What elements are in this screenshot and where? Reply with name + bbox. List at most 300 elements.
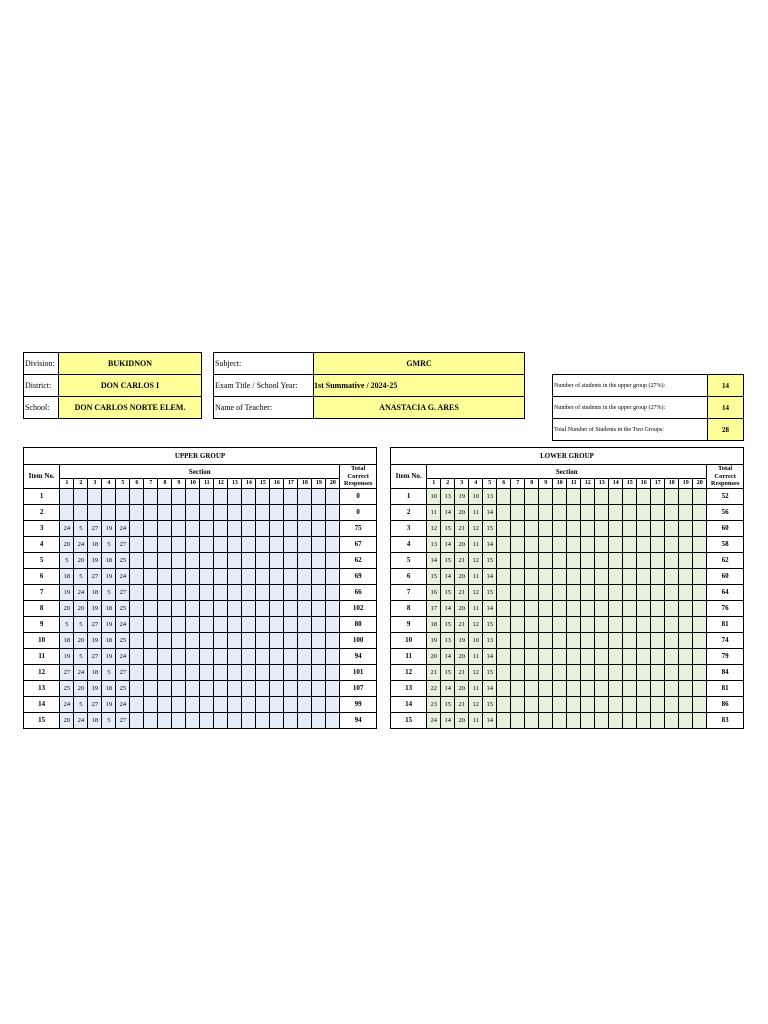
lower-score-cell[interactable]: 21 <box>427 664 441 680</box>
lower-score-cell[interactable] <box>497 568 511 584</box>
upper-score-cell[interactable] <box>116 504 130 520</box>
upper-score-cell[interactable]: 19 <box>88 632 102 648</box>
upper-score-cell[interactable]: 24 <box>74 536 88 552</box>
upper-score-cell[interactable] <box>284 568 298 584</box>
lower-score-cell[interactable] <box>609 616 623 632</box>
lower-score-cell[interactable] <box>693 632 707 648</box>
upper-score-cell[interactable]: 24 <box>116 696 130 712</box>
lower-score-cell[interactable]: 15 <box>483 552 497 568</box>
upper-score-cell[interactable]: 19 <box>102 696 116 712</box>
lower-score-cell[interactable] <box>525 568 539 584</box>
lower-score-cell[interactable]: 15 <box>483 664 497 680</box>
lower-score-cell[interactable] <box>553 488 567 504</box>
lower-score-cell[interactable] <box>609 504 623 520</box>
lower-score-cell[interactable]: 19 <box>455 632 469 648</box>
lower-score-cell[interactable] <box>581 488 595 504</box>
lower-score-cell[interactable] <box>539 536 553 552</box>
upper-score-cell[interactable] <box>186 584 200 600</box>
lower-score-cell[interactable] <box>609 568 623 584</box>
lower-score-cell[interactable] <box>525 520 539 536</box>
upper-score-cell[interactable] <box>284 680 298 696</box>
upper-score-cell[interactable] <box>144 536 158 552</box>
upper-score-cell[interactable]: 19 <box>88 680 102 696</box>
lower-score-cell[interactable] <box>525 696 539 712</box>
upper-score-cell[interactable]: 25 <box>116 552 130 568</box>
upper-score-cell[interactable] <box>158 680 172 696</box>
lower-score-cell[interactable] <box>637 648 651 664</box>
lower-score-cell[interactable] <box>539 648 553 664</box>
lower-score-cell[interactable] <box>553 568 567 584</box>
upper-score-cell[interactable] <box>172 552 186 568</box>
lower-score-cell[interactable] <box>567 712 581 728</box>
lower-score-cell[interactable]: 21 <box>455 664 469 680</box>
lower-score-cell[interactable] <box>679 504 693 520</box>
upper-score-cell[interactable] <box>284 552 298 568</box>
upper-score-cell[interactable] <box>88 504 102 520</box>
lower-score-cell[interactable] <box>679 568 693 584</box>
upper-score-cell[interactable]: 19 <box>102 648 116 664</box>
upper-score-cell[interactable] <box>284 712 298 728</box>
lower-score-cell[interactable] <box>637 520 651 536</box>
lower-score-cell[interactable] <box>567 616 581 632</box>
upper-score-cell[interactable] <box>284 696 298 712</box>
lower-score-cell[interactable] <box>525 600 539 616</box>
total-count-value[interactable]: 28 <box>708 419 744 441</box>
lower-score-cell[interactable] <box>693 520 707 536</box>
lower-score-cell[interactable] <box>511 568 525 584</box>
upper-score-cell[interactable] <box>172 536 186 552</box>
upper-score-cell[interactable] <box>214 584 228 600</box>
upper-score-cell[interactable] <box>186 680 200 696</box>
lower-score-cell[interactable]: 14 <box>441 504 455 520</box>
upper-score-cell[interactable] <box>298 552 312 568</box>
upper-score-cell[interactable] <box>144 584 158 600</box>
upper-score-cell[interactable] <box>74 504 88 520</box>
school-value[interactable]: DON CARLOS NORTE ELEM. <box>59 397 202 419</box>
lower-score-cell[interactable]: 20 <box>455 600 469 616</box>
lower-score-cell[interactable] <box>623 616 637 632</box>
lower-score-cell[interactable]: 14 <box>441 648 455 664</box>
upper-score-cell[interactable] <box>284 536 298 552</box>
upper-score-cell[interactable]: 20 <box>74 680 88 696</box>
lower-score-cell[interactable] <box>595 696 609 712</box>
lower-score-cell[interactable] <box>539 552 553 568</box>
upper-score-cell[interactable] <box>158 632 172 648</box>
lower-score-cell[interactable] <box>623 568 637 584</box>
lower-score-cell[interactable] <box>525 664 539 680</box>
upper-score-cell[interactable] <box>228 520 242 536</box>
district-value[interactable]: DON CARLOS I <box>59 375 202 397</box>
lower-score-cell[interactable]: 20 <box>455 504 469 520</box>
upper-score-cell[interactable] <box>116 488 130 504</box>
upper-score-cell[interactable] <box>158 488 172 504</box>
upper-score-cell[interactable]: 27 <box>88 568 102 584</box>
upper-score-cell[interactable]: 25 <box>116 600 130 616</box>
upper-score-cell[interactable] <box>186 616 200 632</box>
lower-score-cell[interactable]: 21 <box>455 584 469 600</box>
lower-score-cell[interactable]: 21 <box>455 520 469 536</box>
lower-score-cell[interactable] <box>567 664 581 680</box>
upper-score-cell[interactable]: 5 <box>74 616 88 632</box>
lower-score-cell[interactable] <box>497 696 511 712</box>
lower-score-cell[interactable] <box>497 488 511 504</box>
upper-score-cell[interactable]: 20 <box>60 712 74 728</box>
upper-score-cell[interactable] <box>214 616 228 632</box>
upper-score-cell[interactable] <box>284 664 298 680</box>
lower-score-cell[interactable]: 14 <box>483 648 497 664</box>
upper-score-cell[interactable] <box>144 664 158 680</box>
lower-score-cell[interactable]: 15 <box>441 584 455 600</box>
upper-score-cell[interactable] <box>74 488 88 504</box>
division-value[interactable]: BUKIDNON <box>59 353 202 375</box>
lower-score-cell[interactable] <box>679 696 693 712</box>
upper-score-cell[interactable]: 27 <box>88 696 102 712</box>
lower-score-cell[interactable] <box>693 712 707 728</box>
lower-score-cell[interactable]: 14 <box>441 680 455 696</box>
upper-score-cell[interactable] <box>298 584 312 600</box>
lower-score-cell[interactable] <box>679 712 693 728</box>
lower-score-cell[interactable] <box>553 504 567 520</box>
upper-score-cell[interactable] <box>256 648 270 664</box>
lower-score-cell[interactable] <box>637 712 651 728</box>
upper-score-cell[interactable] <box>200 712 214 728</box>
upper-score-cell[interactable] <box>298 520 312 536</box>
lower-score-cell[interactable] <box>693 600 707 616</box>
lower-score-cell[interactable]: 15 <box>441 664 455 680</box>
lower-score-cell[interactable] <box>567 504 581 520</box>
upper-score-cell[interactable] <box>284 520 298 536</box>
upper-score-cell[interactable] <box>298 504 312 520</box>
lower-score-cell[interactable]: 15 <box>441 520 455 536</box>
upper-score-cell[interactable] <box>130 648 144 664</box>
lower-score-cell[interactable]: 12 <box>469 616 483 632</box>
upper-score-cell[interactable]: 20 <box>74 600 88 616</box>
upper-score-cell[interactable] <box>200 664 214 680</box>
lower-score-cell[interactable] <box>595 632 609 648</box>
upper-score-cell[interactable] <box>102 488 116 504</box>
upper-score-cell[interactable]: 5 <box>102 536 116 552</box>
upper-score-cell[interactable] <box>228 680 242 696</box>
lower-score-cell[interactable] <box>665 616 679 632</box>
lower-score-cell[interactable] <box>581 648 595 664</box>
lower-score-cell[interactable] <box>665 504 679 520</box>
upper-score-cell[interactable] <box>298 664 312 680</box>
lower-score-cell[interactable] <box>679 600 693 616</box>
lower-score-cell[interactable] <box>651 520 665 536</box>
upper-score-cell[interactable] <box>144 520 158 536</box>
lower-score-cell[interactable] <box>623 552 637 568</box>
lower-score-cell[interactable] <box>665 696 679 712</box>
upper-score-cell[interactable] <box>186 696 200 712</box>
upper-score-cell[interactable]: 20 <box>74 552 88 568</box>
lower-score-cell[interactable]: 14 <box>441 568 455 584</box>
upper-score-cell[interactable]: 18 <box>102 632 116 648</box>
upper-score-cell[interactable] <box>130 504 144 520</box>
lower-score-cell[interactable] <box>693 664 707 680</box>
upper-score-cell[interactable] <box>312 568 326 584</box>
upper-score-cell[interactable]: 5 <box>102 584 116 600</box>
lower-score-cell[interactable] <box>567 568 581 584</box>
upper-score-cell[interactable] <box>326 584 340 600</box>
lower-score-cell[interactable] <box>651 696 665 712</box>
lower-score-cell[interactable] <box>581 696 595 712</box>
lower-score-cell[interactable] <box>553 600 567 616</box>
upper-score-cell[interactable] <box>242 616 256 632</box>
upper-score-cell[interactable] <box>242 488 256 504</box>
lower-score-cell[interactable] <box>511 616 525 632</box>
upper-score-cell[interactable] <box>214 488 228 504</box>
lower-score-cell[interactable]: 14 <box>483 568 497 584</box>
upper-score-cell[interactable] <box>130 632 144 648</box>
upper-score-cell[interactable] <box>158 664 172 680</box>
lower-score-cell[interactable] <box>609 680 623 696</box>
lower-score-cell[interactable] <box>581 568 595 584</box>
upper-score-cell[interactable]: 27 <box>116 712 130 728</box>
upper-score-cell[interactable] <box>284 600 298 616</box>
lower-score-cell[interactable] <box>623 648 637 664</box>
lower-score-cell[interactable] <box>511 632 525 648</box>
lower-score-cell[interactable] <box>609 664 623 680</box>
upper-score-cell[interactable] <box>298 568 312 584</box>
lower-score-cell[interactable] <box>497 536 511 552</box>
upper-score-cell[interactable] <box>158 712 172 728</box>
lower-score-cell[interactable]: 20 <box>455 568 469 584</box>
upper-score-cell[interactable] <box>270 520 284 536</box>
lower-score-cell[interactable] <box>581 664 595 680</box>
lower-score-cell[interactable]: 15 <box>441 616 455 632</box>
lower-score-cell[interactable] <box>651 584 665 600</box>
upper-score-cell[interactable] <box>214 712 228 728</box>
upper-score-cell[interactable] <box>186 648 200 664</box>
lower-score-cell[interactable] <box>539 632 553 648</box>
lower-score-cell[interactable] <box>609 488 623 504</box>
lower-score-cell[interactable] <box>511 552 525 568</box>
lower-score-cell[interactable]: 13 <box>441 632 455 648</box>
upper-score-cell[interactable] <box>130 536 144 552</box>
upper-score-cell[interactable]: 5 <box>74 568 88 584</box>
lower-score-cell[interactable] <box>581 712 595 728</box>
upper-score-cell[interactable] <box>186 552 200 568</box>
lower-score-cell[interactable] <box>581 552 595 568</box>
lower-score-cell[interactable] <box>553 536 567 552</box>
lower-score-cell[interactable]: 14 <box>483 712 497 728</box>
upper-score-cell[interactable] <box>242 632 256 648</box>
upper-score-cell[interactable]: 25 <box>60 680 74 696</box>
lower-score-cell[interactable] <box>637 600 651 616</box>
lower-score-cell[interactable] <box>651 552 665 568</box>
lower-score-cell[interactable]: 11 <box>469 680 483 696</box>
lower-score-cell[interactable] <box>581 504 595 520</box>
lower-score-cell[interactable] <box>665 632 679 648</box>
upper-score-cell[interactable] <box>298 680 312 696</box>
upper-score-cell[interactable] <box>256 664 270 680</box>
upper-score-cell[interactable] <box>228 504 242 520</box>
upper-score-cell[interactable] <box>144 696 158 712</box>
upper-score-cell[interactable] <box>242 680 256 696</box>
upper-score-cell[interactable] <box>144 568 158 584</box>
lower-score-cell[interactable] <box>637 568 651 584</box>
lower-score-cell[interactable] <box>511 488 525 504</box>
upper-score-cell[interactable]: 24 <box>60 696 74 712</box>
upper-score-cell[interactable] <box>130 616 144 632</box>
lower-score-cell[interactable] <box>539 616 553 632</box>
lower-score-cell[interactable] <box>679 488 693 504</box>
lower-score-cell[interactable] <box>651 600 665 616</box>
lower-score-cell[interactable] <box>497 600 511 616</box>
upper-score-cell[interactable] <box>144 600 158 616</box>
upper-score-cell[interactable] <box>326 664 340 680</box>
upper-score-cell[interactable]: 18 <box>102 600 116 616</box>
upper-score-cell[interactable] <box>284 488 298 504</box>
lower-score-cell[interactable] <box>525 680 539 696</box>
upper-score-cell[interactable] <box>228 664 242 680</box>
lower-score-cell[interactable] <box>623 584 637 600</box>
upper-score-cell[interactable]: 24 <box>116 568 130 584</box>
lower-score-cell[interactable] <box>511 504 525 520</box>
upper-score-cell[interactable] <box>312 696 326 712</box>
upper-score-cell[interactable] <box>186 600 200 616</box>
upper-score-cell[interactable]: 24 <box>116 616 130 632</box>
lower-score-cell[interactable] <box>581 616 595 632</box>
upper-score-cell[interactable] <box>186 520 200 536</box>
lower-score-cell[interactable] <box>525 648 539 664</box>
upper-score-cell[interactable] <box>214 520 228 536</box>
upper-score-cell[interactable] <box>158 568 172 584</box>
lower-score-cell[interactable] <box>637 552 651 568</box>
lower-score-cell[interactable] <box>679 584 693 600</box>
lower-count-value[interactable]: 14 <box>708 397 744 419</box>
lower-score-cell[interactable] <box>609 648 623 664</box>
upper-score-cell[interactable] <box>200 696 214 712</box>
upper-score-cell[interactable] <box>228 568 242 584</box>
upper-score-cell[interactable] <box>130 552 144 568</box>
lower-score-cell[interactable] <box>679 664 693 680</box>
exam-title-value[interactable]: 1st Summative / 2024-25 <box>314 375 525 397</box>
upper-score-cell[interactable]: 24 <box>116 520 130 536</box>
upper-score-cell[interactable] <box>88 488 102 504</box>
upper-score-cell[interactable] <box>270 584 284 600</box>
lower-score-cell[interactable] <box>679 632 693 648</box>
upper-score-cell[interactable] <box>312 664 326 680</box>
lower-score-cell[interactable] <box>539 696 553 712</box>
lower-score-cell[interactable] <box>693 648 707 664</box>
lower-score-cell[interactable] <box>567 488 581 504</box>
upper-score-cell[interactable] <box>144 504 158 520</box>
lower-score-cell[interactable] <box>539 488 553 504</box>
subject-value[interactable]: GMRC <box>314 353 525 375</box>
lower-score-cell[interactable] <box>595 616 609 632</box>
lower-score-cell[interactable] <box>609 536 623 552</box>
upper-score-cell[interactable] <box>270 504 284 520</box>
upper-score-cell[interactable] <box>172 504 186 520</box>
upper-score-cell[interactable] <box>270 536 284 552</box>
upper-score-cell[interactable] <box>242 568 256 584</box>
lower-score-cell[interactable] <box>693 504 707 520</box>
upper-score-cell[interactable] <box>144 712 158 728</box>
upper-score-cell[interactable] <box>270 712 284 728</box>
lower-score-cell[interactable] <box>651 648 665 664</box>
lower-score-cell[interactable]: 11 <box>469 648 483 664</box>
upper-score-cell[interactable] <box>228 696 242 712</box>
upper-score-cell[interactable] <box>242 648 256 664</box>
lower-score-cell[interactable]: 10 <box>469 632 483 648</box>
upper-score-cell[interactable] <box>130 600 144 616</box>
lower-score-cell[interactable] <box>665 680 679 696</box>
upper-score-cell[interactable] <box>312 488 326 504</box>
upper-score-cell[interactable] <box>270 680 284 696</box>
upper-score-cell[interactable] <box>172 712 186 728</box>
upper-score-cell[interactable] <box>158 536 172 552</box>
upper-score-cell[interactable] <box>228 488 242 504</box>
lower-score-cell[interactable] <box>595 664 609 680</box>
lower-score-cell[interactable]: 14 <box>483 680 497 696</box>
lower-score-cell[interactable]: 20 <box>455 712 469 728</box>
upper-score-cell[interactable] <box>256 520 270 536</box>
lower-score-cell[interactable] <box>665 648 679 664</box>
upper-score-cell[interactable] <box>158 504 172 520</box>
upper-score-cell[interactable]: 19 <box>88 600 102 616</box>
lower-score-cell[interactable] <box>637 664 651 680</box>
upper-score-cell[interactable] <box>214 696 228 712</box>
upper-score-cell[interactable] <box>228 616 242 632</box>
lower-score-cell[interactable]: 12 <box>427 520 441 536</box>
upper-score-cell[interactable] <box>242 584 256 600</box>
upper-score-cell[interactable] <box>256 696 270 712</box>
lower-score-cell[interactable] <box>539 520 553 536</box>
lower-score-cell[interactable] <box>595 536 609 552</box>
lower-score-cell[interactable] <box>651 632 665 648</box>
upper-score-cell[interactable] <box>312 632 326 648</box>
upper-score-cell[interactable] <box>60 488 74 504</box>
lower-score-cell[interactable] <box>665 664 679 680</box>
lower-score-cell[interactable] <box>511 536 525 552</box>
lower-score-cell[interactable] <box>679 680 693 696</box>
upper-score-cell[interactable] <box>200 488 214 504</box>
lower-score-cell[interactable] <box>651 664 665 680</box>
upper-score-cell[interactable] <box>186 536 200 552</box>
upper-score-cell[interactable] <box>326 696 340 712</box>
upper-score-cell[interactable] <box>256 632 270 648</box>
upper-score-cell[interactable] <box>158 552 172 568</box>
lower-score-cell[interactable] <box>623 696 637 712</box>
lower-score-cell[interactable]: 11 <box>469 536 483 552</box>
upper-score-cell[interactable] <box>172 680 186 696</box>
lower-score-cell[interactable] <box>595 488 609 504</box>
upper-score-cell[interactable]: 25 <box>116 680 130 696</box>
upper-score-cell[interactable] <box>242 664 256 680</box>
lower-score-cell[interactable]: 14 <box>483 504 497 520</box>
upper-score-cell[interactable] <box>172 488 186 504</box>
lower-score-cell[interactable] <box>567 536 581 552</box>
lower-score-cell[interactable]: 22 <box>427 680 441 696</box>
lower-score-cell[interactable] <box>595 504 609 520</box>
upper-score-cell[interactable] <box>186 488 200 504</box>
lower-score-cell[interactable] <box>525 712 539 728</box>
lower-score-cell[interactable]: 13 <box>483 488 497 504</box>
lower-score-cell[interactable] <box>693 488 707 504</box>
lower-score-cell[interactable] <box>693 536 707 552</box>
upper-score-cell[interactable] <box>242 696 256 712</box>
lower-score-cell[interactable]: 14 <box>441 712 455 728</box>
lower-score-cell[interactable]: 11 <box>469 504 483 520</box>
lower-score-cell[interactable] <box>539 664 553 680</box>
upper-score-cell[interactable]: 18 <box>102 552 116 568</box>
upper-score-cell[interactable] <box>326 568 340 584</box>
lower-score-cell[interactable] <box>609 696 623 712</box>
lower-score-cell[interactable] <box>623 600 637 616</box>
upper-score-cell[interactable] <box>200 536 214 552</box>
upper-score-cell[interactable] <box>172 616 186 632</box>
